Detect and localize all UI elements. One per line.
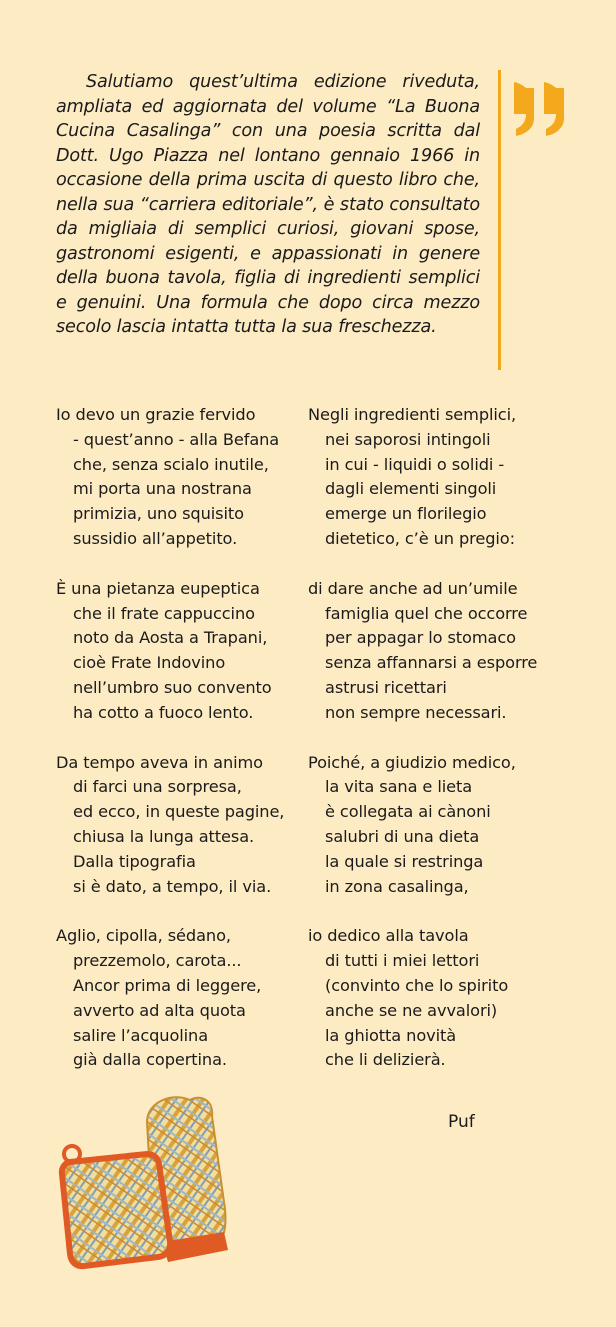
poem-line: mi porta una nostrana xyxy=(73,479,252,499)
poem-stanza xyxy=(308,577,608,726)
poem-line: Ancor prima di leggere, xyxy=(73,975,262,995)
poem-line: Aglio, cipolla, sédano, xyxy=(56,926,231,946)
poem-stanza xyxy=(308,924,608,1073)
poem-stanza xyxy=(308,403,608,552)
quote-accent-bar xyxy=(498,70,501,370)
oven-mitts-illustration xyxy=(52,1092,292,1277)
poem-line: che li delizierà. xyxy=(325,1050,446,1070)
pot-holder xyxy=(62,1146,170,1266)
poem-line: ha cotto a fuoco lento. xyxy=(73,702,254,722)
poem-line: avverto ad alta quota xyxy=(73,1000,246,1020)
poem-stanza xyxy=(56,924,296,1073)
poem-line: senza affannarsi a esporre xyxy=(325,653,538,673)
poem-line: nei saporosi intingoli xyxy=(325,429,491,449)
poem-line: io dedico alla tavola xyxy=(308,926,469,946)
poem-line: salire l’acquolina xyxy=(73,1025,209,1045)
poem-line: Dalla tipografia xyxy=(73,851,196,871)
closing-quote-icon xyxy=(512,74,568,136)
poem-line: cioè Frate Indovino xyxy=(73,653,226,673)
poem-line: famiglia quel che occorre xyxy=(325,603,528,623)
poem-line: è collegata ai cànoni xyxy=(325,802,491,822)
poem-line: anche se ne avvalori) xyxy=(325,1000,498,1020)
poem-stanza xyxy=(56,577,296,726)
poem-line: la ghiotta novità xyxy=(325,1025,457,1045)
poem-line: di dare anche ad un’umile xyxy=(308,578,518,598)
poem-line: dagli elementi singoli xyxy=(325,479,497,499)
poem-line: la vita sana e lieta xyxy=(325,777,473,797)
poem-line: (convinto che lo spirito xyxy=(325,975,509,995)
poem-line: Da tempo aveva in animo xyxy=(56,752,263,772)
poem-line: che il frate cappuccino xyxy=(73,603,255,623)
poem-stanza xyxy=(56,403,296,552)
poem-line: salubri di una dieta xyxy=(325,826,480,846)
poem-line: che, senza scialo inutile, xyxy=(73,454,269,474)
poem-line: noto da Aosta a Trapani, xyxy=(73,628,268,648)
poem-line: già dalla copertina. xyxy=(73,1050,227,1070)
poem-line: di farci una sorpresa, xyxy=(73,777,242,797)
poem-line: ed ecco, in queste pagine, xyxy=(73,802,285,822)
poem-line: in zona casalinga, xyxy=(325,876,469,896)
poem-column-right xyxy=(308,403,608,1098)
poem-line: dietetico, c’è un pregio: xyxy=(325,528,515,548)
poem-line: astrusi ricettari xyxy=(325,677,447,697)
poem-line: Poiché, a giudizio medico, xyxy=(308,752,516,772)
poem-line: primizia, uno squisito xyxy=(73,504,244,524)
poem-line: È una pietanza eupeptica xyxy=(56,578,260,598)
poem-line: chiusa la lunga attesa. xyxy=(73,826,255,846)
poem-line: sussidio all’appetito. xyxy=(73,528,238,548)
poem-line: si è dato, a tempo, il via. xyxy=(73,876,272,896)
poem-line: prezzemolo, carota... xyxy=(73,951,242,971)
poem-line: emerge un florilegio xyxy=(325,504,487,524)
poem-line: non sempre necessari. xyxy=(325,702,507,722)
poem-line: Io devo un grazie fervido xyxy=(56,405,256,424)
poem-line: di tutti i miei lettori xyxy=(325,951,480,971)
poem-line: in cui - liquidi o solidi - xyxy=(325,454,505,474)
poem-line: Negli ingredienti semplici, xyxy=(308,405,517,424)
poem-stanza xyxy=(308,751,608,900)
poem-line: per appagar lo stomaco xyxy=(325,628,516,648)
poem-line: - quest’anno - alla Befana xyxy=(73,429,280,449)
poem-stanza xyxy=(56,751,296,900)
poem-line: nell’umbro suo convento xyxy=(73,677,272,697)
intro-paragraph: Salutiamo quest’ultima edizione riveduta, ampliata ed aggiornata del volume “La Buona Cucina Casalinga” con una poesia scritta dal Dott. Ugo Piazza nel lontano gennaio 1966 in occasione della prima uscita di questo libro che, nella sua “carriera editoriale”, è stato consultato da migliaia di semplici curiosi, giovani spose, gastronomi esigenti, e appassionati in genere della buona tavola, figlia di ingredienti semplici e genuini. Una formula che dopo circa mezzo secolo lascia intatta tutta la sua freschezza. xyxy=(56,72,480,337)
signature: Puf xyxy=(448,1112,475,1132)
poem-column-left xyxy=(56,403,296,1098)
poem-line: la quale si restringa xyxy=(325,851,484,871)
